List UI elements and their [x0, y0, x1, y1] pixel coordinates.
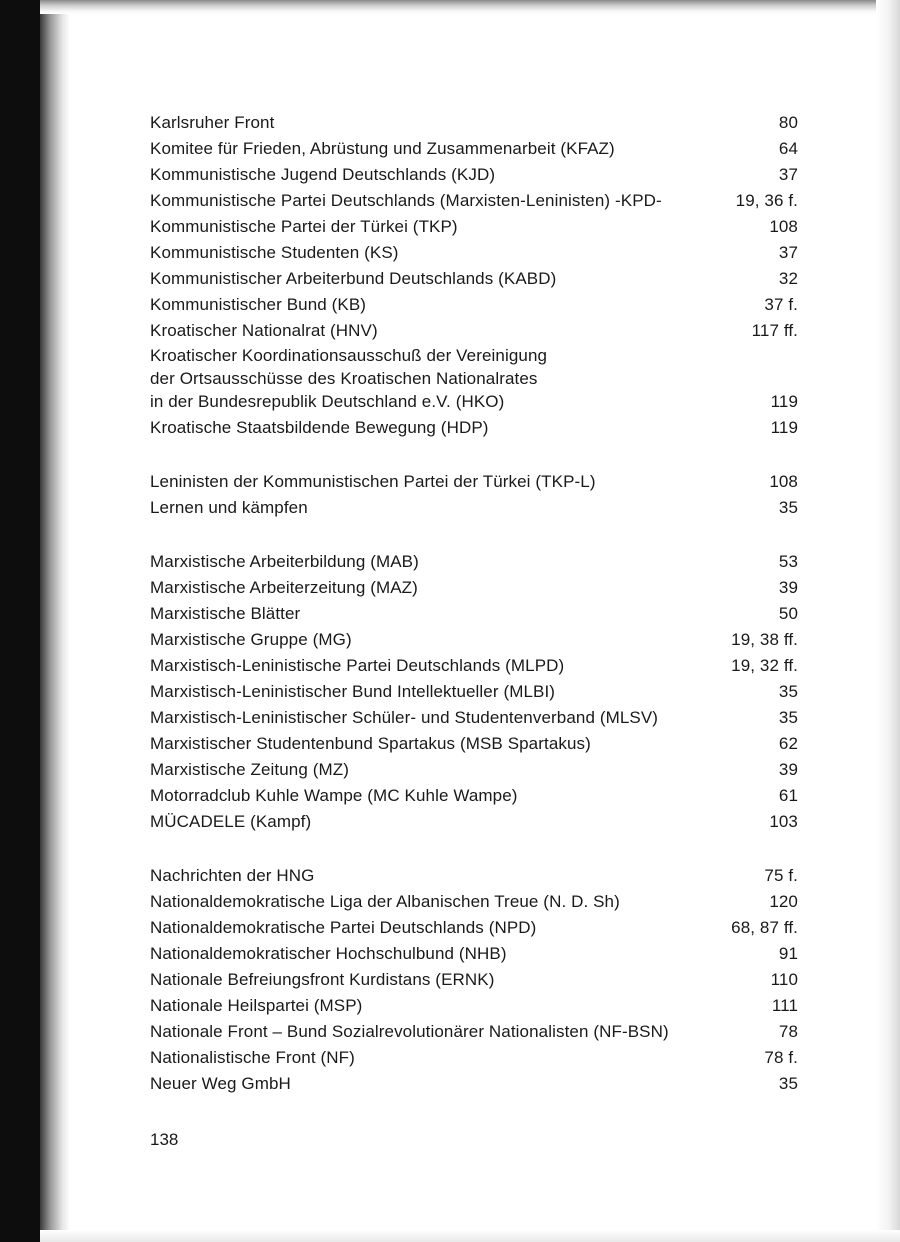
index-entry [150, 188, 798, 214]
entry-page-reference: 53 [778, 551, 798, 571]
entry-name: Marxistisch-Leninistische Partei Deutschlands (MLPD) [150, 655, 565, 675]
entry-name: Nationaldemokratischer Hochschulbund (NHB) [150, 943, 507, 963]
entry-page-reference: 35 [778, 1073, 798, 1093]
entry-name: Marxistische Gruppe (MG) [150, 629, 352, 649]
entry-page-reference: 78 f. [764, 1047, 798, 1067]
index-entry [150, 575, 798, 601]
entry-name: Nationale Befreiungsfront Kurdistans (ERNK) [150, 969, 495, 989]
entry-page-reference: 61 [778, 785, 798, 805]
index-section-k [150, 110, 798, 441]
entry-name: Marxistische Zeitung (MZ) [150, 759, 349, 779]
index-entry [150, 967, 798, 993]
entry-page-reference: 103 [769, 811, 798, 831]
index-entry [150, 110, 798, 136]
index-entry [150, 162, 798, 188]
index-entry [150, 318, 798, 344]
entry-name: Leninisten der Kommunistischen Partei der Türkei (TKP-L) [150, 471, 596, 491]
entry-page-reference: 108 [769, 471, 798, 491]
entry-page-reference: 78 [778, 1021, 798, 1041]
entry-name: Nachrichten der HNG [150, 865, 315, 885]
scan-left-shadow [40, 0, 70, 1242]
index-entry [150, 731, 798, 757]
index-entry [150, 653, 798, 679]
entry-page-reference: 37 f. [764, 295, 798, 314]
entry-name: Nationaldemokratische Partei Deutschlands (NPD) [150, 917, 537, 937]
index-entry [150, 344, 798, 415]
index-entry [150, 941, 798, 967]
page-number: 138 [150, 1130, 179, 1149]
entry-page-reference: 37 [778, 243, 798, 262]
entry-page-reference: 39 [778, 577, 798, 597]
entry-name: Kommunistische Jugend Deutschlands (KJD) [150, 165, 496, 184]
entry-name: Lernen und kämpfen [150, 497, 308, 517]
scan-top-edge [40, 0, 900, 14]
index-entry [150, 1071, 798, 1097]
entry-name: Nationale Front – Bund Sozialrevolutionärer Nationalisten (NF-BSN) [150, 1021, 669, 1041]
entry-page-reference: 19, 36 f. [735, 191, 798, 210]
entry-page-reference: 91 [778, 943, 798, 963]
entry-name: Marxistisch-Leninistischer Schüler- und Studentenverband (MLSV) [150, 707, 659, 727]
index-section-l [150, 469, 798, 521]
entry-name: Marxistische Arbeiterzeitung (MAZ) [150, 577, 418, 597]
entry-page-reference: 50 [778, 603, 798, 623]
entry-page-reference: 35 [778, 707, 798, 727]
entry-page-reference: 37 [778, 165, 798, 184]
index-page-content [150, 110, 798, 1097]
entry-name: Nationale Heilspartei (MSP) [150, 995, 363, 1015]
index-entry [150, 1019, 798, 1045]
entry-name: Kroatische Staatsbildende Bewegung (HDP) [150, 417, 489, 437]
entry-name: Marxistische Blätter [150, 603, 301, 623]
entry-page-reference: 117 ff. [751, 321, 798, 340]
entry-page-reference: 111 [771, 995, 798, 1015]
scan-right-edge [876, 0, 900, 1242]
entry-name: Kommunistische Studenten (KS) [150, 243, 399, 262]
entry-name: Nationalistische Front (NF) [150, 1047, 355, 1067]
index-entry [150, 495, 798, 521]
entry-name: Marxistische Arbeiterbildung (MAB) [150, 551, 419, 571]
entry-name: Karlsruher Front [150, 113, 275, 132]
entry-name: Motorradclub Kuhle Wampe (MC Kuhle Wampe) [150, 785, 518, 805]
entry-page-reference: 108 [769, 217, 798, 236]
entry-page-reference: 19, 38 ff. [731, 629, 798, 649]
index-entry [150, 705, 798, 731]
index-entry [150, 757, 798, 783]
entry-page-reference: 35 [778, 497, 798, 517]
entry-page-reference: 35 [778, 681, 798, 701]
entry-page-reference: 68, 87 ff. [731, 917, 798, 937]
entry-page-reference: 64 [778, 139, 798, 158]
entry-name: Kommunistischer Arbeiterbund Deutschlands (KABD) [150, 269, 557, 288]
entry-name: MÜCADELE (Kampf) [150, 811, 312, 831]
entry-page-reference: 62 [778, 733, 798, 753]
index-section-m [150, 549, 798, 835]
entry-name: Kommunistischer Bund (KB) [150, 295, 367, 314]
index-entry [150, 549, 798, 575]
index-entry [150, 809, 798, 835]
scan-left-edge [0, 0, 40, 1242]
entry-name: Marxistisch-Leninistischer Bund Intellektueller (MLBI) [150, 681, 556, 701]
entry-page-reference: 32 [778, 269, 798, 288]
entry-page-reference: 110 [770, 969, 798, 989]
entry-page-reference: 19, 32 ff. [731, 655, 798, 675]
index-entry [150, 993, 798, 1019]
index-section-n [150, 863, 798, 1097]
entry-page-reference: 75 f. [764, 865, 798, 885]
entry-name: Kroatischer Nationalrat (HNV) [150, 321, 378, 340]
index-entry [150, 679, 798, 705]
index-entry [150, 214, 798, 240]
index-entry [150, 863, 798, 889]
index-entry [150, 627, 798, 653]
index-entry [150, 292, 798, 318]
entry-name: Kommunistische Partei der Türkei (TKP) [150, 217, 458, 236]
index-entry [150, 415, 798, 441]
index-entry [150, 136, 798, 162]
index-entry [150, 240, 798, 266]
scan-bottom-edge [40, 1230, 900, 1242]
entry-name: Kroatischer Koordinationsausschuß der Vereinigung der Ortsausschüsse des Kroatischen Nationalrates in der Bundesrepublik Deutschland e.V. (HKO) [150, 346, 548, 411]
entry-page-reference: 119 [770, 417, 798, 437]
index-entry [150, 469, 798, 495]
entry-name: Marxistischer Studentenbund Spartakus (MSB Spartakus) [150, 733, 591, 753]
index-entry [150, 915, 798, 941]
index-entry [150, 1045, 798, 1071]
entry-page-reference: 39 [778, 759, 798, 779]
entry-name: Kommunistische Partei Deutschlands (Marxisten-Leninisten) -KPD- [150, 191, 662, 210]
index-entry [150, 601, 798, 627]
index-entry [150, 889, 798, 915]
entry-name: Komitee für Frieden, Abrüstung und Zusammenarbeit (KFAZ) [150, 139, 615, 158]
index-entry [150, 783, 798, 809]
entry-name: Nationaldemokratische Liga der Albanischen Treue (N. D. Sh) [150, 891, 620, 911]
index-entry [150, 266, 798, 292]
entry-page-reference: 80 [778, 113, 798, 132]
entry-page-reference: 119 [770, 391, 798, 411]
entry-name: Neuer Weg GmbH [150, 1073, 291, 1093]
entry-page-reference: 120 [769, 891, 798, 911]
